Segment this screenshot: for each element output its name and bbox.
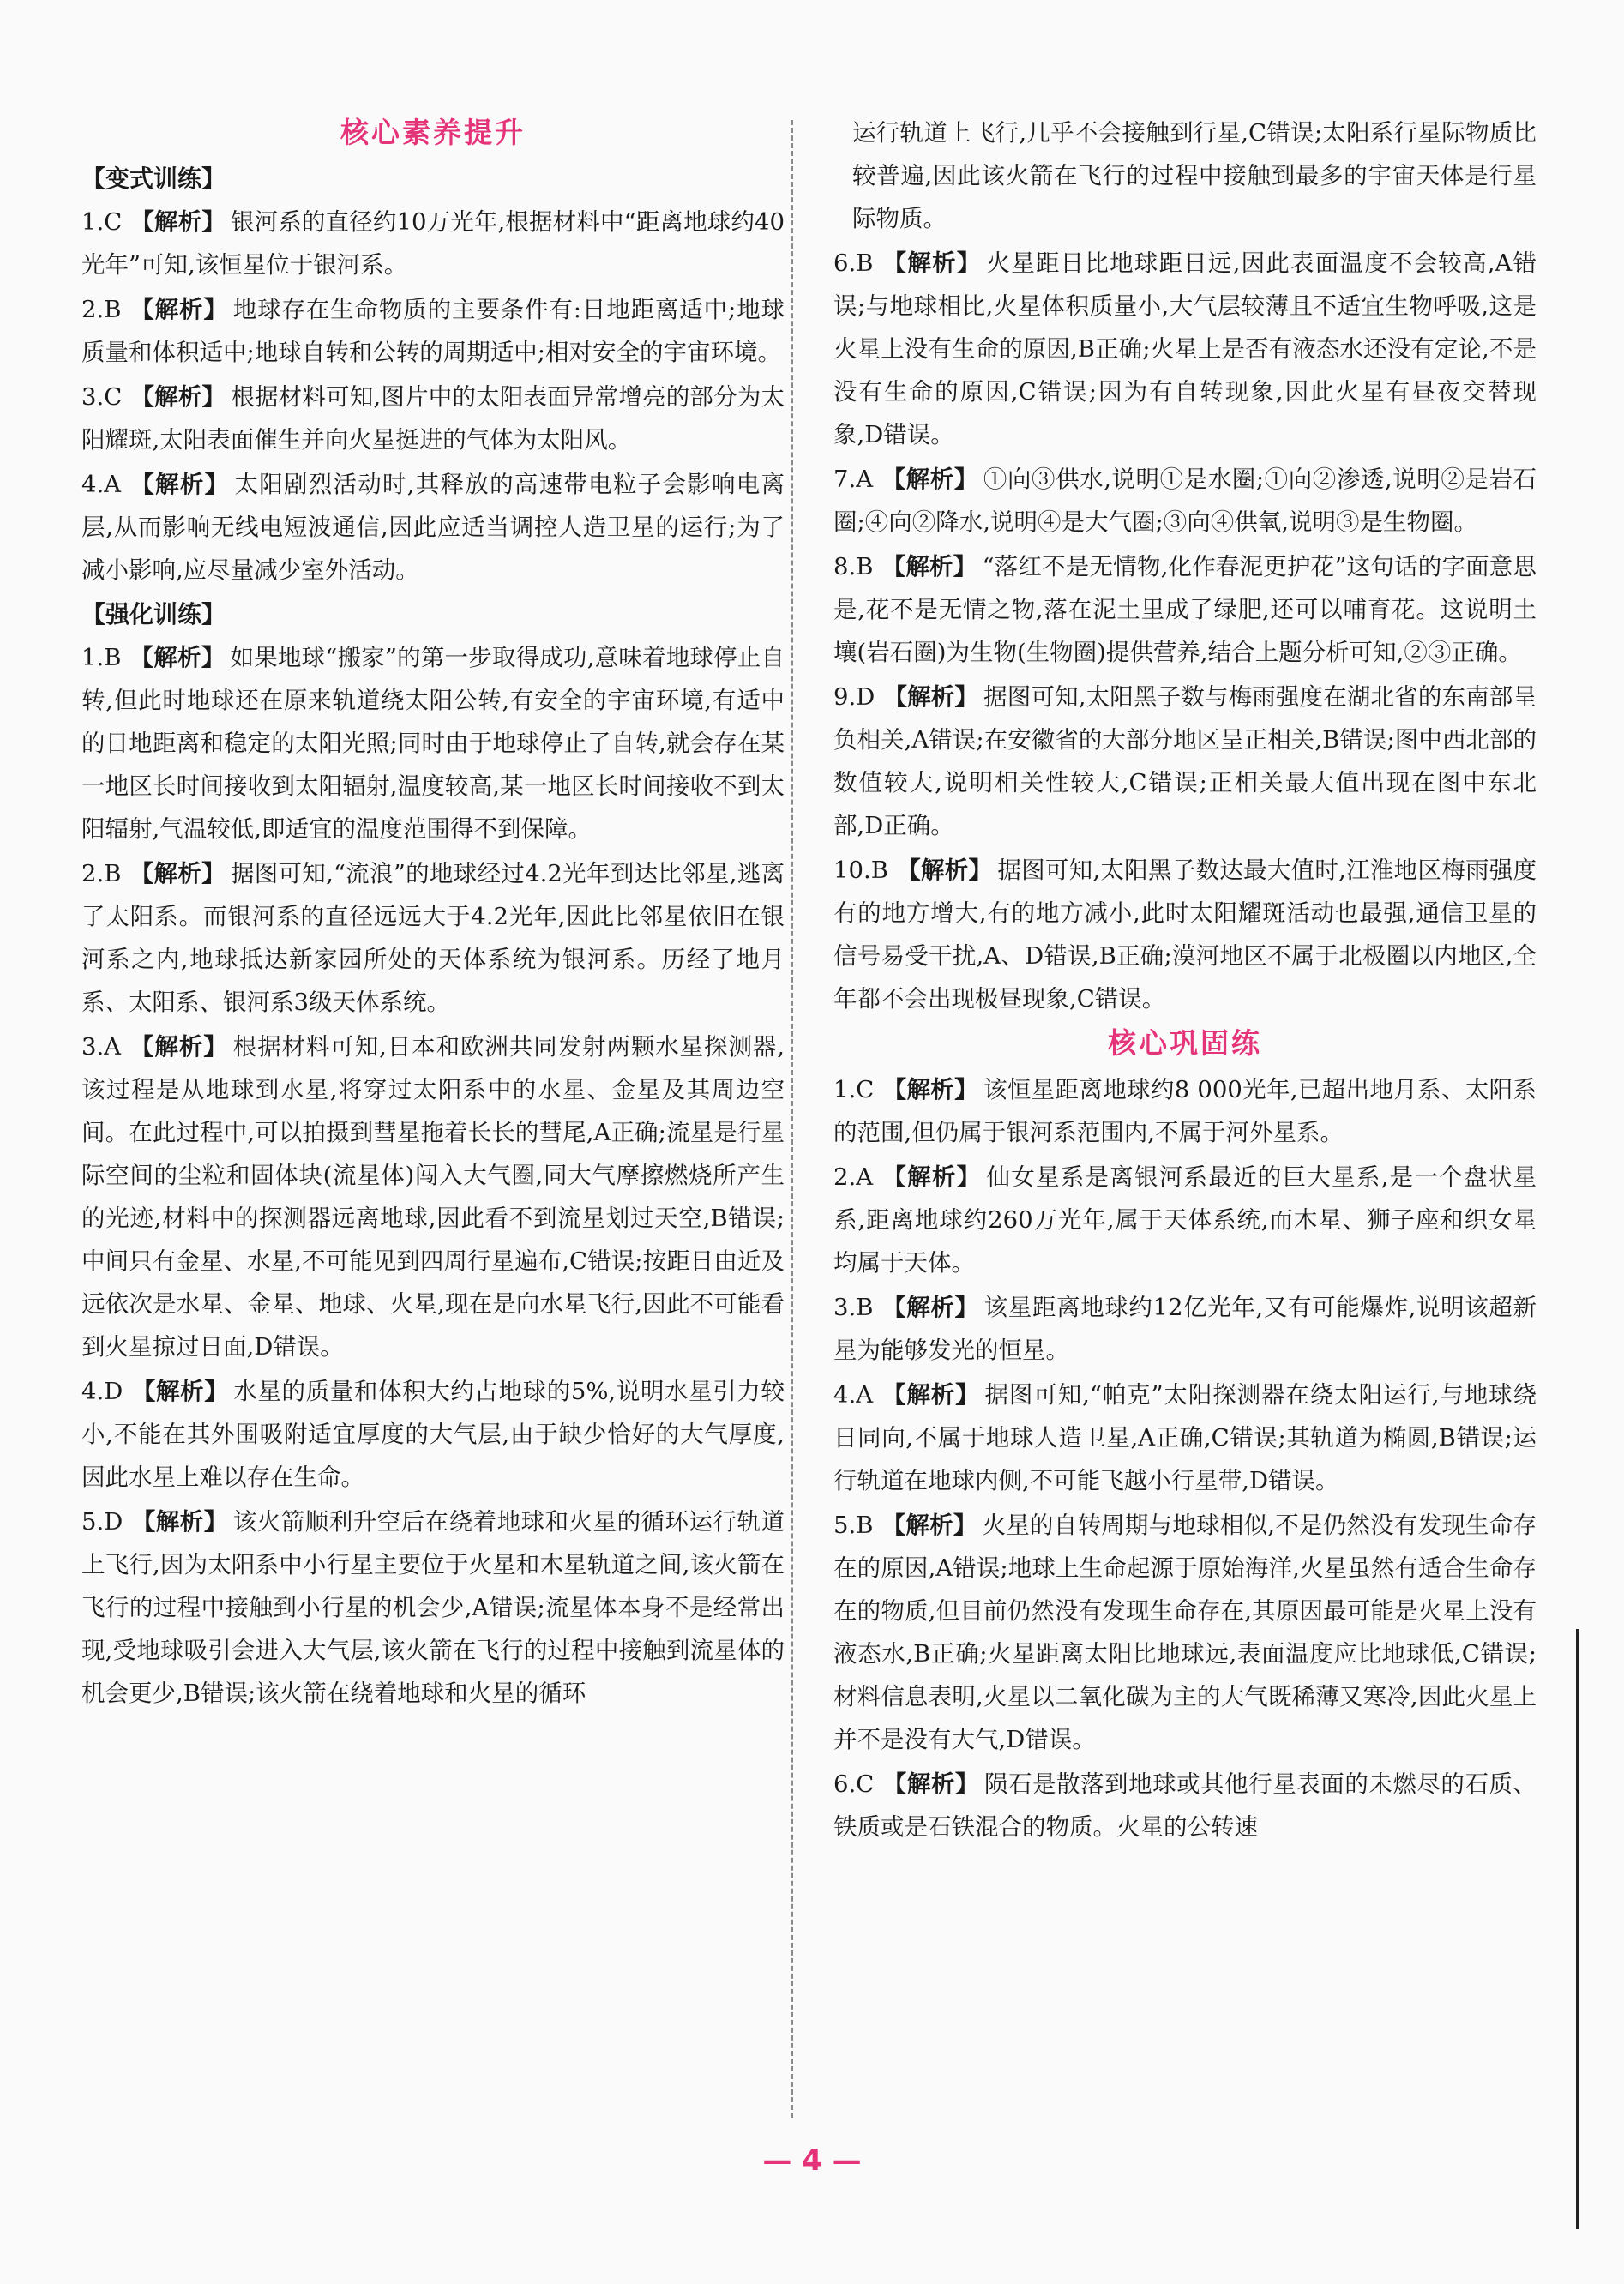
- analysis-tag: 【解析】: [882, 1770, 979, 1798]
- answer-item: [833, 1763, 1537, 1848]
- analysis-tag: 【解析】: [881, 1381, 980, 1409]
- answer-item: [833, 849, 1537, 1020]
- answer-number: 1.C: [81, 208, 123, 236]
- answer-number: 2.B: [81, 296, 122, 323]
- answer-number: 1.B: [81, 644, 122, 671]
- answer-item: [833, 545, 1537, 674]
- answer-text: 据图可知,太阳黑子数与梅雨强度在湖北省的东南部呈负相关,A错误;在安徽省的大部分地区呈正相关,B错误;图中西北部的数值较大,说明相关性较大,C错误;正相关最大值出现在图中东北部,D正确。: [833, 683, 1537, 839]
- answer-text: 根据材料可知,日本和欧洲共同发射两颗水星探测器,该过程是从地球到水星,将穿过太阳系中的水星、金星及其周边空间。在此过程中,可以拍摄到彗星拖着长长的彗尾,A正确;流星是行星际空间的尘粒和固体块(流星体)闯入大气圈,同大气摩擦燃烧所产生的光迹,材料中的探测器远离地球,因此看不到流星划过天空,B错误;中间只有金星、水星,不可能见到四周行星遍布,C错误;按距日由近及远依次是水星、金星、地球、火星,现在是向水星飞行,因此不可能看到火星掠过日面,D错误。: [81, 1033, 785, 1361]
- column-divider: [791, 120, 793, 2118]
- answer-item: [833, 676, 1537, 847]
- answer-text: 银河系的直径约10万光年,根据材料中“距离地球约40光年”可知,该恒星位于银河系。: [81, 208, 785, 279]
- answer-text: ①向③供水,说明①是水圈;①向②渗透,说明②是岩石圈;④向②降水,说明④是大气圈;③向④供氧,说明③是生物圈。: [833, 466, 1537, 536]
- answer-number: 3.C: [81, 383, 123, 411]
- answer-item: [81, 288, 785, 374]
- right-column: [833, 111, 1537, 1850]
- answer-item: [81, 636, 785, 850]
- analysis-tag: 【解析】: [131, 1378, 229, 1405]
- analysis-tag: 【解析】: [883, 683, 979, 711]
- answer-item: [81, 852, 785, 1024]
- answer-number: 4.A: [81, 471, 122, 498]
- answer-text: 该恒星距离地球约8 000光年,已超出地月系、太阳系的范围,但仍属于银河系范围内,不属于河外星系。: [833, 1076, 1537, 1146]
- answer-number: 4.D: [81, 1378, 123, 1405]
- answer-number: 6.B: [833, 249, 874, 277]
- reinforce-answers: [81, 636, 785, 1715]
- analysis-tag: 【解析】: [881, 466, 978, 493]
- analysis-tag: 【解析】: [882, 1076, 978, 1103]
- answer-number: 7.A: [833, 466, 874, 493]
- analysis-tag: 【解析】: [881, 1512, 977, 1539]
- answer-text: 如果地球“搬家”的第一步取得成功,意味着地球停止自转,但此时地球还在原来轨道绕太阳公转,有安全的宇宙环境,有适中的日地距离和稳定的太阳光照;同时由于地球停止了自转,就会存在某一地区长时间接收到太阳辐射,温度较高,某一地区长时间接收不到太阳辐射,气温较低,即适宜的温度范围得不到保障。: [81, 644, 785, 843]
- answer-text: 根据材料可知,图片中的太阳表面异常增亮的部分为太阳耀斑,太阳表面催生并向火星挺进的气体为太阳风。: [81, 383, 785, 454]
- answer-text: 仙女星系是离银河系最近的巨大星系,是一个盘状星系,距离地球约260万光年,属于天体系统,而木星、狮子座和织女星均属于天体。: [833, 1163, 1537, 1277]
- answer-text: 水星的质量和体积大约占地球的5%,说明水星引力较小,不能在其外围吸附适宜厚度的大气层,由于缺少恰好的大气厚度,因此水星上难以存在生命。: [81, 1378, 785, 1491]
- answer-item: [81, 1025, 785, 1368]
- answer-text: 火星距日比地球距日远,因此表面温度不会较高,A错误;与地球相比,火星体积质量小,大气层较薄且不适宜生物呼吸,这是火星上没有生命的原因,B正确;火星上是否有液态水还没有定论,不是没有生命的原因,C错误;因为有自转现象,因此火星有昼夜交替现象,D错误。: [833, 249, 1537, 448]
- subheading-reinforce-training: 【强化训练】: [81, 600, 226, 628]
- analysis-tag: 【解析】: [896, 856, 993, 884]
- answer-number: 5.B: [833, 1512, 874, 1539]
- analysis-tag: 【解析】: [881, 553, 977, 580]
- answer-item: [833, 1068, 1537, 1154]
- answer-text: 该星距离地球约12亿光年,又有可能爆炸,说明该超新星为能够发光的恒星。: [833, 1294, 1537, 1364]
- answer-item: [81, 1500, 785, 1715]
- answer-number: 1.C: [833, 1076, 875, 1103]
- answer-item: [833, 1286, 1537, 1372]
- scan-edge: [1576, 1629, 1579, 2229]
- answer-text: 据图可知,太阳黑子数达最大值时,江淮地区梅雨强度有的地方增大,有的地方减小,此时太阳耀斑活动也最强,通信卫星的信号易受干扰,A、D错误,B正确;漠河地区不属于北极圈以内地区,全年都不会出现极昼现象,C错误。: [833, 856, 1537, 1013]
- analysis-tag: 【解析】: [129, 471, 230, 498]
- analysis-tag: 【解析】: [129, 296, 228, 323]
- answer-number: 2.A: [833, 1163, 874, 1191]
- answer-text: “落红不是无情物,化作春泥更护花”这句话的字面意思是,花不是无情之物,落在泥土里成了绿肥,还可以哺育花。这说明土壤(岩石圈)为生物(生物圈)提供营养,结合上题分析可知,②③正确。: [833, 553, 1537, 666]
- answer-text: 据图可知,“帕克”太阳探测器在绕太阳运行,与地球绕日同向,不属于地球人造卫星,A正确,C错误;其轨道为椭圆,B错误;运行轨道在地球内侧,不可能飞越小行星带,D错误。: [833, 1381, 1537, 1494]
- analysis-tag: 【解析】: [130, 208, 226, 236]
- answer-item: [833, 1156, 1537, 1284]
- answer-text: 该火箭顺利升空后在绕着地球和火星的循环运行轨道上飞行,因为太阳系中小行星主要位于火星和木星轨道之间,该火箭在飞行的过程中接触到小行星的机会少,A错误;流星体本身不是经常出现,受地球吸引会进入大气层,该火箭在飞行的过程中接触到流星体的机会更少,B错误;该火箭在绕着地球和火星的循环: [81, 1508, 785, 1707]
- answer-text: 陨石是散落到地球或其他行星表面的未燃尽的石质、铁质或是石铁混合的物质。火星的公转速: [833, 1770, 1537, 1841]
- answer-item: [81, 201, 785, 286]
- answer-item: [81, 1370, 785, 1499]
- answer-text: 太阳剧烈活动时,其释放的高速带电粒子会影响电离层,从而影响无线电短波通信,因此应适当调控人造卫星的运行;为了减小影响,应尽量减少室外活动。: [81, 471, 785, 584]
- analysis-tag: 【解析】: [881, 249, 982, 277]
- answer-number: 4.A: [833, 1381, 874, 1409]
- answer-text: 火星的自转周期与地球相似,不是仍然没有发现生命存在的原因,A错误;地球上生命起源于原始海洋,火星虽然有适合生命存在的物质,但目前仍然没有发现生命存在,其原因最可能是火星上没有液态水,B正确;火星距离太阳比地球远,表面温度应比地球低,C错误;材料信息表明,火星以二氧化碳为主的大气既稀薄又寒冷,因此火星上并不是没有大气,D错误。: [833, 1512, 1537, 1753]
- answer-number: 3.B: [833, 1294, 874, 1321]
- analysis-tag: 【解析】: [129, 1033, 228, 1061]
- answer-text: 据图可知,“流浪”的地球经过4.2光年到达比邻星,逃离了太阳系。而银河系的直径远远大于4.2光年,因此比邻星依旧在银河系之内,地球抵达新家园所处的天体系统为银河系。历经了地月系、太阳系、银河系3级天体系统。: [81, 860, 785, 1016]
- answer-number: 3.A: [81, 1033, 122, 1061]
- answer-item: [833, 458, 1537, 544]
- left-column: [81, 111, 785, 1716]
- consolidation-answers: [833, 1068, 1537, 1848]
- answer-item: [81, 376, 785, 461]
- reinforce-answers-continued: [833, 242, 1537, 1020]
- analysis-tag: 【解析】: [881, 1163, 982, 1191]
- analysis-tag: 【解析】: [129, 860, 226, 887]
- answer-number: 9.D: [833, 683, 875, 711]
- analysis-tag: 【解析】: [129, 644, 226, 671]
- answer-item: [833, 242, 1537, 456]
- answer-number: 10.B: [833, 856, 888, 884]
- section-title-core-literacy: 核心素养提升: [340, 116, 526, 149]
- answer-number: 5.D: [81, 1508, 123, 1536]
- answer-text: 地球存在生命物质的主要条件有:日地距离适中;地球质量和体积适中;地球自转和公转的周期适中;相对安全的宇宙环境。: [81, 296, 785, 366]
- answer-number: 6.C: [833, 1770, 875, 1798]
- variant-answers: [81, 201, 785, 592]
- analysis-tag: 【解析】: [130, 383, 226, 411]
- continued-answer-text: 运行轨道上飞行,几乎不会接触到行星,C错误;太阳系行星际物质比较普遍,因此该火箭在飞行的过程中接触到最多的宇宙天体是行星际物质。: [852, 119, 1537, 232]
- section-title-core-consolidation: 核心巩固练: [1108, 1026, 1262, 1060]
- answer-item: [81, 463, 785, 592]
- answer-item: [833, 1504, 1537, 1761]
- page-number: — 4 —: [762, 2143, 862, 2178]
- answer-number: 8.B: [833, 553, 874, 580]
- analysis-tag: 【解析】: [131, 1508, 228, 1536]
- analysis-tag: 【解析】: [881, 1294, 979, 1321]
- subheading-variant-training: 【变式训练】: [81, 165, 226, 193]
- answer-item: [833, 1373, 1537, 1502]
- answer-number: 2.B: [81, 860, 122, 887]
